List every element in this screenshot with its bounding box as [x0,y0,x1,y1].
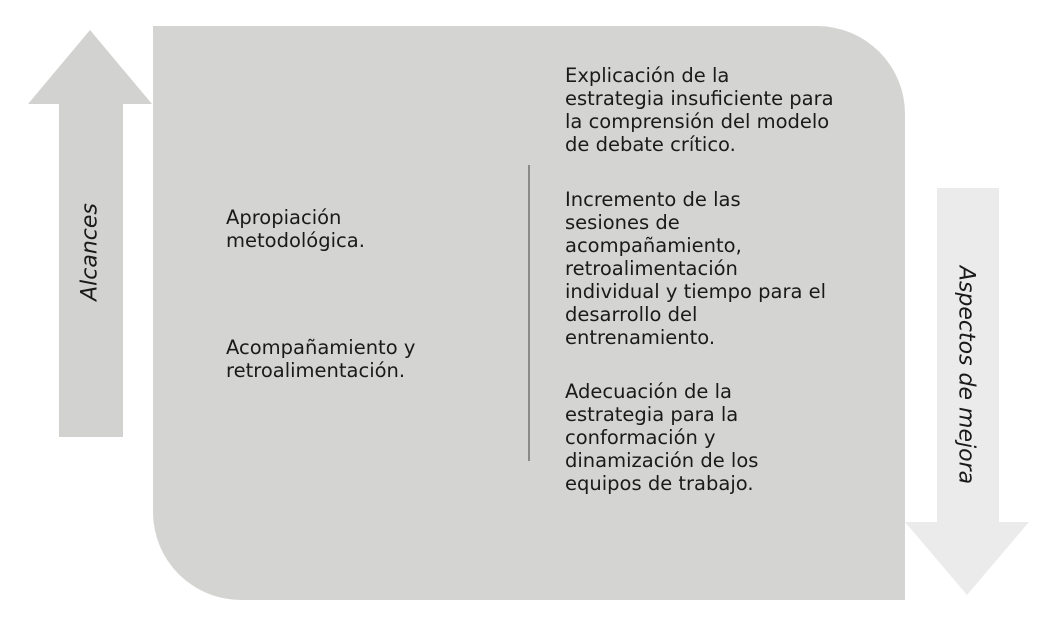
aspecto-item: Adecuación de la estrategia para la conformación y dinamización de los equipos de trabajo. [565,380,759,495]
aspecto-item: Explicación de la estrategia insuficiente para la comprensión del modelo de debate crítico. [565,64,834,156]
column-divider [528,165,530,461]
alcances-label: Alcances [77,203,103,301]
aspectos-de-mejora-label: Aspectos de mejora [953,265,979,485]
alcance-item: Apropiación metodológica. [226,206,365,252]
alcance-item: Acompañamiento y retroalimentación. [226,336,416,382]
aspecto-item: Incremento de las sesiones de acompañamiento, retroalimentación individual y tiempo para el desarrollo del entrenamiento. [565,188,827,349]
